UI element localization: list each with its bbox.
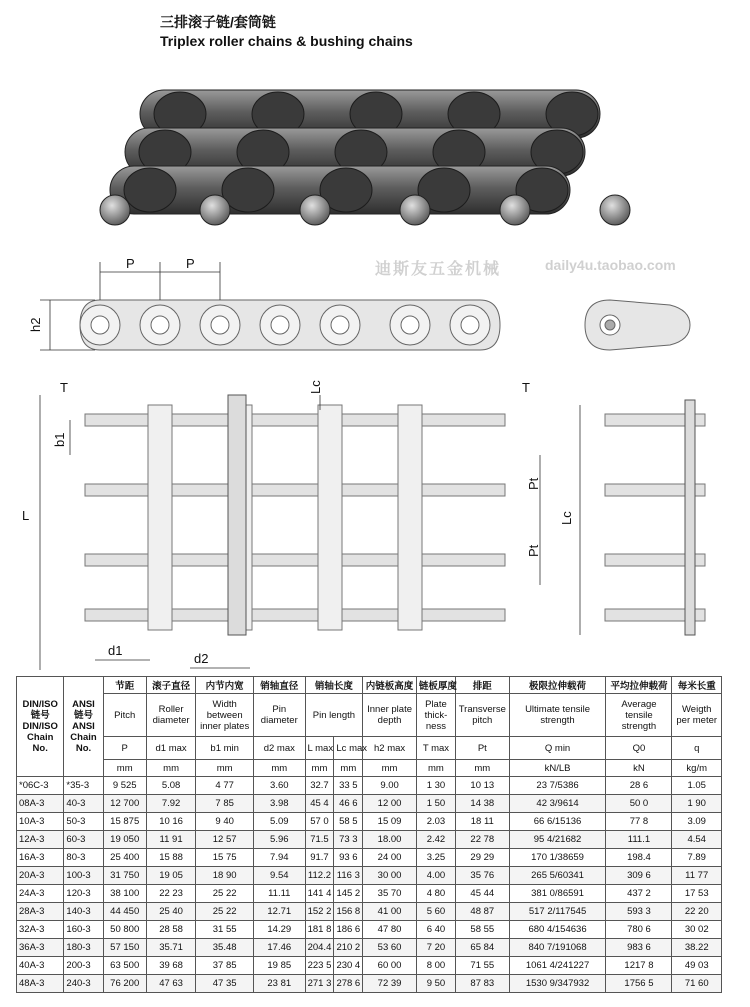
table-row: [17, 813, 722, 831]
pin-head: [200, 195, 230, 225]
table-cell: 76 200: [103, 975, 146, 993]
header-unit: mm: [456, 760, 510, 777]
table-cell: 87 83: [456, 975, 510, 993]
table-row: [17, 777, 722, 795]
table-cell: 41 00: [363, 903, 417, 921]
table-cell: 381 0/86591: [509, 885, 606, 903]
header-cn: 内链板高度: [363, 677, 417, 694]
table-cell: 152 2: [305, 903, 334, 921]
pin-hole: [151, 316, 169, 334]
roller-circle: [320, 305, 360, 345]
table-cell: 437 2: [606, 885, 672, 903]
cell-din-chain-no: 32A-3: [17, 921, 64, 939]
table-cell: 9.00: [363, 777, 417, 795]
table-cell: 156 8: [334, 903, 363, 921]
table-cell: 145 2: [334, 885, 363, 903]
table-cell: 10 13: [456, 777, 510, 795]
table-cell: 3.09: [672, 813, 722, 831]
table-cell: 210 2: [334, 939, 363, 957]
label-h2: h2: [28, 317, 43, 332]
table-cell: 11.11: [254, 885, 306, 903]
table-cell: 680 4/154636: [509, 921, 606, 939]
table-row: [17, 885, 722, 903]
table-cell: 141 4: [305, 885, 334, 903]
header-en: Pitch: [103, 694, 146, 737]
header-symbol: q: [672, 737, 722, 760]
plate-strip: [85, 609, 505, 621]
table-cell: 7 85: [196, 795, 254, 813]
cell-din-chain-no: 10A-3: [17, 813, 64, 831]
plate-strip: [85, 484, 505, 496]
header-en: Pin diameter: [254, 694, 306, 737]
table-cell: 23 81: [254, 975, 306, 993]
table-cell: 25 22: [196, 903, 254, 921]
table-cell: 30 00: [363, 867, 417, 885]
cell-ansi-chain-no: 40-3: [64, 795, 103, 813]
table-cell: 1756 5: [606, 975, 672, 993]
table-row: [17, 975, 722, 993]
table-cell: 1217 8: [606, 957, 672, 975]
label-p2: P: [186, 256, 195, 271]
table-cell: 2.03: [416, 813, 455, 831]
table-cell: 71 60: [672, 975, 722, 993]
cell-ansi-chain-no: 240-3: [64, 975, 103, 993]
table-cell: 4.54: [672, 831, 722, 849]
side-view: [80, 300, 500, 350]
header-symbol: L max: [305, 737, 334, 760]
cell-din-chain-no: 12A-3: [17, 831, 64, 849]
cell-din-chain-no: 16A-3: [17, 849, 64, 867]
cell-ansi-chain-no: 80-3: [64, 849, 103, 867]
cell-ansi-chain-no: 180-3: [64, 939, 103, 957]
table-cell: 91.7: [305, 849, 334, 867]
table-cell: 49 03: [672, 957, 722, 975]
table-row: [17, 957, 722, 975]
label-b1: b1: [52, 432, 67, 447]
pin-head: [600, 195, 630, 225]
table-cell: 265 5/60341: [509, 867, 606, 885]
table-cell: 111.1: [606, 831, 672, 849]
right-view: [605, 400, 705, 635]
table-cell: 24 00: [363, 849, 417, 867]
table-row: [17, 831, 722, 849]
table-cell: 60 00: [363, 957, 417, 975]
header-en: Roller diameter: [146, 694, 195, 737]
cell-ansi-chain-no: 140-3: [64, 903, 103, 921]
pin-head: [500, 195, 530, 225]
roller-circle: [200, 305, 240, 345]
header-din-iso: DIN/ISO 链号 DIN/ISO Chain No.: [17, 677, 64, 777]
table-cell: 7.89: [672, 849, 722, 867]
roller-column: [318, 405, 342, 630]
table-cell: 12.71: [254, 903, 306, 921]
table-cell: 9 50: [416, 975, 455, 993]
cell-din-chain-no: *06C-3: [17, 777, 64, 795]
table-cell: 46 6: [334, 795, 363, 813]
plate-strip-end: [605, 554, 705, 566]
header-cn: 每米长重: [672, 677, 722, 694]
pin-head: [100, 195, 130, 225]
table-cell: 12 57: [196, 831, 254, 849]
cell-din-chain-no: 48A-3: [17, 975, 64, 993]
table-cell: 6 40: [416, 921, 455, 939]
top-view: [85, 395, 505, 635]
table-cell: 2.42: [416, 831, 455, 849]
label-lc-right: Lc: [559, 511, 574, 525]
header-cn: 销轴直径: [254, 677, 306, 694]
chain-link: [124, 168, 176, 212]
table-cell: 9 525: [103, 777, 146, 795]
plate-strip-end: [605, 609, 705, 621]
roller-column: [148, 405, 172, 630]
table-cell: 19 85: [254, 957, 306, 975]
table-cell: 7.92: [146, 795, 195, 813]
table-cell: 35.71: [146, 939, 195, 957]
header-unit: mm: [363, 760, 417, 777]
table-cell: 10 16: [146, 813, 195, 831]
cell-din-chain-no: 28A-3: [17, 903, 64, 921]
header-unit: mm: [334, 760, 363, 777]
table-cell: 181 8: [305, 921, 334, 939]
table-row: [17, 921, 722, 939]
header-en: Transverse pitch: [456, 694, 510, 737]
table-cell: 38.22: [672, 939, 722, 957]
label-lc-top: Lc: [308, 380, 323, 394]
header-symbol: d1 max: [146, 737, 195, 760]
table-cell: 170 1/38659: [509, 849, 606, 867]
table-cell: 57 150: [103, 939, 146, 957]
table-cell: 73 3: [334, 831, 363, 849]
header-unit: mm: [103, 760, 146, 777]
cell-din-chain-no: 08A-3: [17, 795, 64, 813]
header-symbol: b1 min: [196, 737, 254, 760]
table-cell: 517 2/117545: [509, 903, 606, 921]
table-cell: 840 7/191068: [509, 939, 606, 957]
header-en: Ultimate tensile strength: [509, 694, 606, 737]
page-title-en: Triplex roller chains & bushing chains: [160, 33, 413, 49]
header-cn: 节距: [103, 677, 146, 694]
header-en: Weigth per meter: [672, 694, 722, 737]
cell-ansi-chain-no: 120-3: [64, 885, 103, 903]
cell-din-chain-no: 24A-3: [17, 885, 64, 903]
header-unit: mm: [196, 760, 254, 777]
table-cell: 53 60: [363, 939, 417, 957]
roller-column: [228, 405, 252, 630]
table-cell: 66 6/15136: [509, 813, 606, 831]
chain-photo: [95, 70, 635, 260]
cell-ansi-chain-no: 50-3: [64, 813, 103, 831]
label-p1: P: [126, 256, 135, 271]
roller-circle: [390, 305, 430, 345]
table-cell: 198.4: [606, 849, 672, 867]
table-cell: 4.00: [416, 867, 455, 885]
table-cell: 30 02: [672, 921, 722, 939]
table-cell: 1 90: [672, 795, 722, 813]
table-cell: 186 6: [334, 921, 363, 939]
table-cell: 31 55: [196, 921, 254, 939]
table-cell: 77 8: [606, 813, 672, 831]
table-cell: 5 60: [416, 903, 455, 921]
label-pt1: Pt: [526, 477, 541, 490]
end-view: [585, 300, 690, 350]
header-en: Inner plate depth: [363, 694, 417, 737]
table-cell: 593 3: [606, 903, 672, 921]
table-cell: 58 55: [456, 921, 510, 939]
header-unit: mm: [146, 760, 195, 777]
table-cell: 95 4/21682: [509, 831, 606, 849]
table-row: [17, 903, 722, 921]
table-cell: 48 87: [456, 903, 510, 921]
plate-strip: [85, 414, 505, 426]
table-cell: 42 3/9614: [509, 795, 606, 813]
table-cell: 11 77: [672, 867, 722, 885]
pin-end: [685, 400, 695, 635]
cell-din-chain-no: 40A-3: [17, 957, 64, 975]
table-cell: 19 05: [146, 867, 195, 885]
table-cell: 15 88: [146, 849, 195, 867]
header-unit: kN/LB: [509, 760, 606, 777]
table-cell: 7.94: [254, 849, 306, 867]
table-cell: 1 50: [416, 795, 455, 813]
table-cell: 25 400: [103, 849, 146, 867]
roller-circle: [450, 305, 490, 345]
table-cell: 309 6: [606, 867, 672, 885]
label-l: L: [22, 508, 30, 523]
table-cell: 204.4: [305, 939, 334, 957]
table-cell: 15 75: [196, 849, 254, 867]
table-cell: 65 84: [456, 939, 510, 957]
table-cell: 5.09: [254, 813, 306, 831]
table-cell: 47 35: [196, 975, 254, 993]
table-cell: 9.54: [254, 867, 306, 885]
table-cell: 223 5: [305, 957, 334, 975]
plate-strip: [85, 554, 505, 566]
table-cell: 18 11: [456, 813, 510, 831]
table-cell: 780 6: [606, 921, 672, 939]
watermark-url: daily4u.taobao.com: [545, 257, 676, 273]
table-cell: 112.2: [305, 867, 334, 885]
table-cell: 4 77: [196, 777, 254, 795]
table-cell: 15 09: [363, 813, 417, 831]
header-symbol: T max: [416, 737, 455, 760]
pin-head: [300, 195, 330, 225]
table-cell: 35 70: [363, 885, 417, 903]
pin-hole: [91, 316, 109, 334]
table-cell: 5.08: [146, 777, 195, 795]
header-en: Pin length: [305, 694, 363, 737]
label-d1: d1: [108, 643, 123, 658]
page-title-cn: 三排滚子链/套筒链: [160, 14, 276, 30]
table-cell: 45 4: [305, 795, 334, 813]
table-cell: 29 29: [456, 849, 510, 867]
pin-hole: [211, 316, 229, 334]
header-unit: mm: [254, 760, 306, 777]
table-cell: 271 3: [305, 975, 334, 993]
table-cell: 31 750: [103, 867, 146, 885]
plate-strip-end: [605, 484, 705, 496]
table-cell: 17.46: [254, 939, 306, 957]
table-cell: 50 800: [103, 921, 146, 939]
table-cell: 28 58: [146, 921, 195, 939]
roller-column: [398, 405, 422, 630]
table-cell: 18.00: [363, 831, 417, 849]
table-cell: 72 39: [363, 975, 417, 993]
table-cell: 33 5: [334, 777, 363, 795]
label-d2: d2: [194, 651, 209, 666]
table-cell: 14 38: [456, 795, 510, 813]
table-cell: 38 100: [103, 885, 146, 903]
table-cell: 1 30: [416, 777, 455, 795]
header-cn: 滚子直径: [146, 677, 195, 694]
cell-ansi-chain-no: *35-3: [64, 777, 103, 795]
table-row: [17, 867, 722, 885]
table-cell: 58 5: [334, 813, 363, 831]
table-cell: 47 63: [146, 975, 195, 993]
cell-ansi-chain-no: 60-3: [64, 831, 103, 849]
table-cell: 32.7: [305, 777, 334, 795]
header-en: Width between inner plates: [196, 694, 254, 737]
table-cell: 8 00: [416, 957, 455, 975]
table-cell: 15 875: [103, 813, 146, 831]
table-cell: 1.05: [672, 777, 722, 795]
table-cell: 25 22: [196, 885, 254, 903]
spec-table: [16, 676, 722, 993]
header-cn: 内节内宽: [196, 677, 254, 694]
table-cell: 7 20: [416, 939, 455, 957]
header-symbol: h2 max: [363, 737, 417, 760]
pin-hole: [401, 316, 419, 334]
header-ansi: ANSI 链号 ANSI Chain No.: [64, 677, 103, 777]
table-cell: 37 85: [196, 957, 254, 975]
table-cell: 25 40: [146, 903, 195, 921]
header-symbol: Lc max: [334, 737, 363, 760]
roller-circle: [140, 305, 180, 345]
header-cn: 销轴长度: [305, 677, 363, 694]
table-cell: 3.98: [254, 795, 306, 813]
cell-ansi-chain-no: 160-3: [64, 921, 103, 939]
pin-hole: [331, 316, 349, 334]
table-cell: 50 0: [606, 795, 672, 813]
table-cell: 12 700: [103, 795, 146, 813]
table-row: [17, 849, 722, 867]
table-cell: 12 00: [363, 795, 417, 813]
table-cell: 17 53: [672, 885, 722, 903]
table-cell: 71.5: [305, 831, 334, 849]
cell-ansi-chain-no: 200-3: [64, 957, 103, 975]
label-t-left: T: [60, 380, 68, 395]
table-row: [17, 939, 722, 957]
label-t-right: T: [522, 380, 530, 395]
header-symbol: Q min: [509, 737, 606, 760]
header-en: Plate thick-ness: [416, 694, 455, 737]
table-cell: 116 3: [334, 867, 363, 885]
table-cell: 14.29: [254, 921, 306, 939]
header-unit: mm: [305, 760, 334, 777]
table-cell: 35.48: [196, 939, 254, 957]
roller-circle: [80, 305, 120, 345]
table-cell: 93 6: [334, 849, 363, 867]
table-cell: 57 0: [305, 813, 334, 831]
header-symbol: Pt: [456, 737, 510, 760]
cell-ansi-chain-no: 100-3: [64, 867, 103, 885]
table-cell: 3.25: [416, 849, 455, 867]
table-cell: 11 91: [146, 831, 195, 849]
table-cell: 22 23: [146, 885, 195, 903]
table-cell: 5.96: [254, 831, 306, 849]
table-cell: 47 80: [363, 921, 417, 939]
plate-strip-end: [605, 414, 705, 426]
header-symbol: d2 max: [254, 737, 306, 760]
table-cell: 71 55: [456, 957, 510, 975]
pin-hole: [271, 316, 289, 334]
header-cn: 极限拉伸载荷: [509, 677, 606, 694]
table-cell: 39 68: [146, 957, 195, 975]
table-cell: 983 6: [606, 939, 672, 957]
watermark-cn: 迪斯友五金机械: [375, 259, 502, 278]
header-symbol: Q0: [606, 737, 672, 760]
pin-head: [400, 195, 430, 225]
header-cn: 平均拉伸载荷: [606, 677, 672, 694]
header-unit: mm: [416, 760, 455, 777]
header-cn: 链板厚度: [416, 677, 455, 694]
header-unit: kN: [606, 760, 672, 777]
table-cell: 22 20: [672, 903, 722, 921]
table-cell: 1530 9/347932: [509, 975, 606, 993]
table-cell: 28 6: [606, 777, 672, 795]
label-pt2: Pt: [526, 544, 541, 557]
pin-bar: [228, 395, 246, 635]
cell-din-chain-no: 20A-3: [17, 867, 64, 885]
table-cell: 44 450: [103, 903, 146, 921]
table-cell: 9 40: [196, 813, 254, 831]
table-cell: 4 80: [416, 885, 455, 903]
table-cell: 19 050: [103, 831, 146, 849]
roller-circle: [260, 305, 300, 345]
header-unit: kg/m: [672, 760, 722, 777]
header-cn: 排距: [456, 677, 510, 694]
header-en: Average tensile strength: [606, 694, 672, 737]
table-cell: 1061 4/241227: [509, 957, 606, 975]
table-cell: 63 500: [103, 957, 146, 975]
table-cell: 18 90: [196, 867, 254, 885]
table-cell: 278 6: [334, 975, 363, 993]
pin-hole: [461, 316, 479, 334]
table-cell: 22 78: [456, 831, 510, 849]
table-cell: 45 44: [456, 885, 510, 903]
cell-din-chain-no: 36A-3: [17, 939, 64, 957]
table-cell: 230 4: [334, 957, 363, 975]
header-symbol: P: [103, 737, 146, 760]
table-cell: 3.60: [254, 777, 306, 795]
table-row: [17, 795, 722, 813]
table-cell: 23 7/5386: [509, 777, 606, 795]
table-cell: 35 76: [456, 867, 510, 885]
